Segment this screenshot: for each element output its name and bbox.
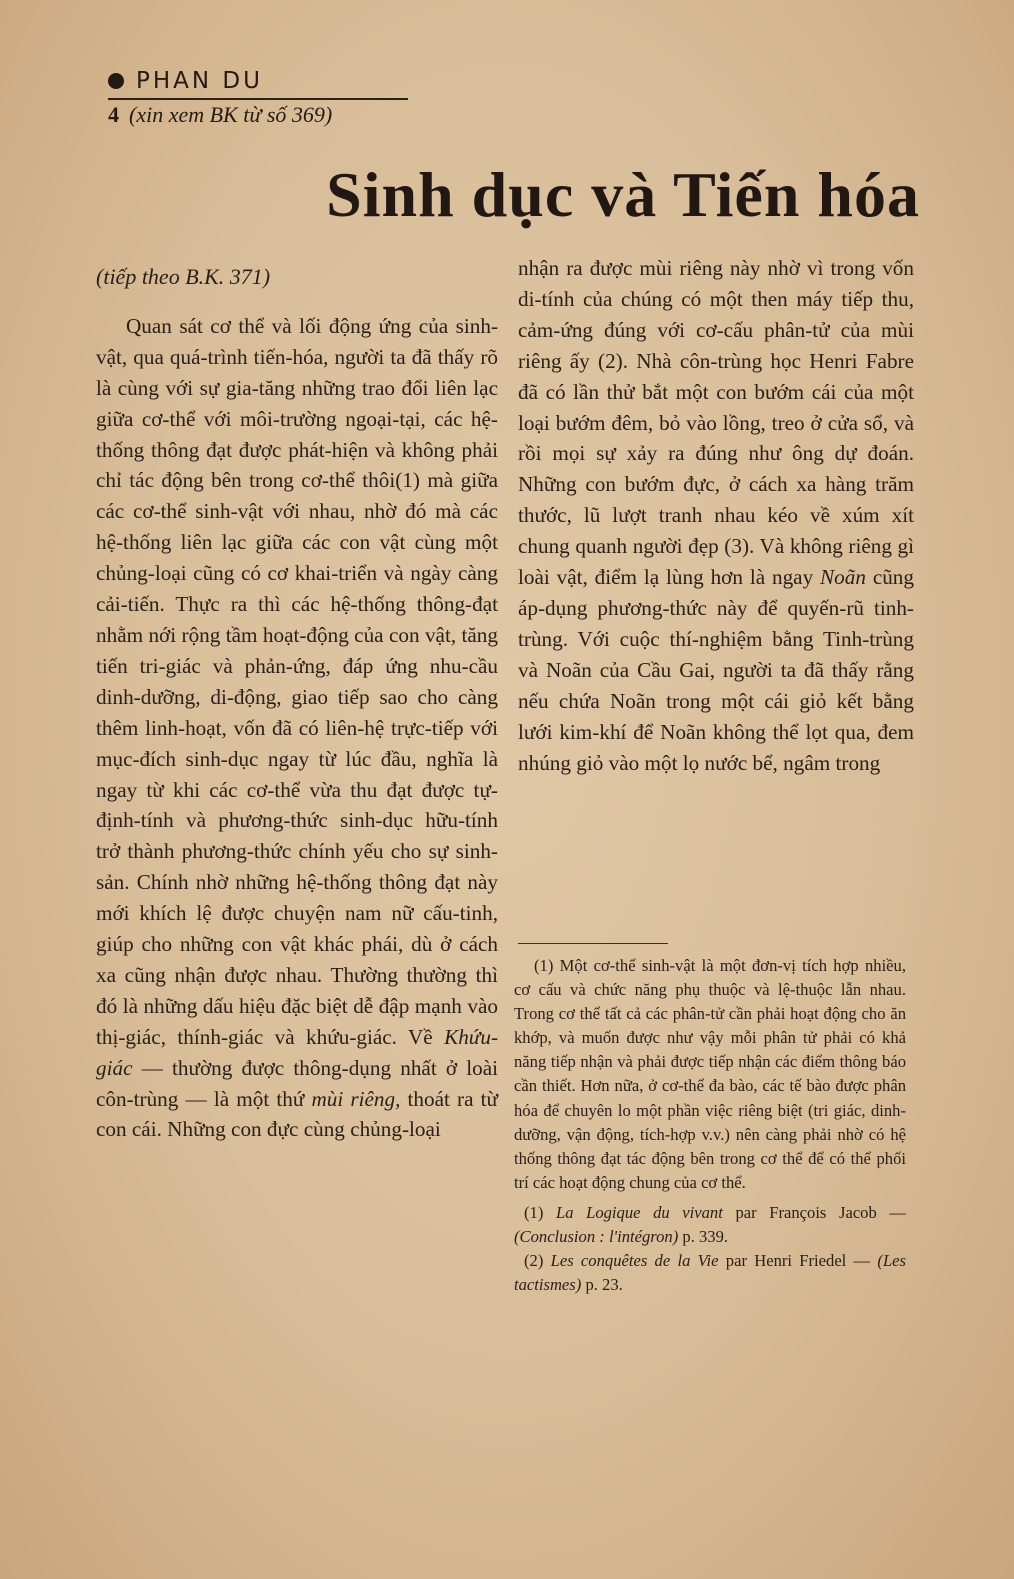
italic-term-noan: Noãn bbox=[820, 565, 866, 590]
reference-1-author: par François Jacob — bbox=[735, 1202, 906, 1222]
header-rule bbox=[108, 98, 408, 100]
series-number: 4 bbox=[108, 102, 119, 127]
body-text-right: nhận ra được mùi riêng này nhờ vì trong vốn di-tính của chúng có một then máy tiếp thu, cảm-ứng đúng với cơ-cấu phân-tử của mùi riêng ấy (2). Nhà côn-trùng học Henri Fabre đã có lần thử bắt một con bướm cái của một loại bướm đêm, bỏ vào lồng, treo ở cửa sổ, và rồi mọi sự xảy ra đúng như ông dự đoán. Những con bướm đực, ở cách xa hàng trăm thước, lũ lượt tranh nhau kéo về xúm xít chung quanh người đẹp (3). Và không riêng gì loài vật, điểm lạ lùng hơn là ngay bbox=[518, 256, 914, 590]
reference-1-chapter: (Conclusion : l'intégron) bbox=[514, 1227, 679, 1247]
author-byline bbox=[108, 68, 408, 94]
reference-2-number: (2) bbox=[524, 1251, 544, 1271]
reference-1 bbox=[514, 1201, 906, 1249]
italic-term-mui-rieng: mùi riêng, bbox=[311, 1086, 401, 1111]
reference-1-page: p. 339. bbox=[682, 1227, 729, 1247]
italic-term-khuu-giac: Khứu-giác bbox=[96, 1024, 498, 1080]
left-column bbox=[96, 262, 498, 1145]
body-text-left-end: thoát ra từ con cái. Những con đực cùng chủng-loại bbox=[96, 1086, 498, 1142]
bullet-icon bbox=[108, 73, 124, 89]
footnote-divider bbox=[518, 943, 668, 944]
right-column bbox=[518, 253, 914, 778]
footnotes bbox=[514, 954, 906, 1297]
body-text-right-end: cũng áp-dụng phương-thức này để quyến-rũ tinh-trùng. Với cuộc thí-nghiệm bằng Tinh-trùng và Noãn của Cầu Gai, người ta đã thấy rằng nếu chứa Noãn trong một cái giỏ kết bằng lưới kim-khí để Noãn không thể lọt qua, đem nhúng giỏ vào một lọ nước bể, ngâm trong bbox=[518, 565, 914, 775]
body-text-left: Quan sát cơ thể và lối động ứng của sinh-vật, qua quá-trình tiến-hóa, người ta đã thấy rõ là cùng với sự gia-tăng những trao đổi liên lạc giữa cơ-thể với môi-trường ngoại-tại, các hệ-thống thông đạt được phát-hiện và không phải chỉ tác động bên trong cơ-thể thôi(1) mà giữa các cơ-thể sinh-vật với nhau, nhờ đó mà các hệ-thống liên lạc giữa các con vật cùng một chủng-loại cũng có cơ khai-triển và ngày càng cải-tiến. Thực ra thì các hệ-thống thông-đạt nhằm nới rộng tầm hoạt-động của con vật, tăng tiến tri-giác và phản-ứng, đáp ứng nhu-cầu dinh-dưỡng, di-động, giao tiếp sao cho càng thêm linh-hoạt, vốn đã có liên-hệ trực-tiếp với mục-đích sinh-dục ngay từ lúc đầu, nghĩa là ngay từ khi các cơ-thể vừa thu đạt được tự-định-tính và phương-thức sinh-dục hữu-tính trở thành phương-thức chính yếu cho sự sinh-sản. Chính nhờ những hệ-thống thông đạt này mới khích lệ được chuyện nam nữ cấu-tinh, giúp cho những con vật khác phái, dù ở cách xa cũng nhận được nhau. Thường thường thì đó là những dấu hiệu đặc biệt dễ đập mạnh vào thị-giác, thính-giác và khứu-giác. Về bbox=[96, 313, 498, 1049]
body-text-left-mid: — thường được thông-dụng nhất ở loài côn-trùng — là một thứ bbox=[96, 1055, 499, 1111]
series-note bbox=[108, 102, 408, 128]
series-reference: (xin xem BK từ số 369) bbox=[129, 102, 333, 127]
references bbox=[514, 1201, 906, 1297]
reference-1-title: La Logique du vivant bbox=[555, 1202, 723, 1222]
reference-2-title: Les conquêtes de la Vie bbox=[550, 1251, 719, 1271]
reference-2 bbox=[514, 1249, 906, 1297]
author-name: PHAN DU bbox=[136, 68, 263, 94]
article-title: Sinh dục và Tiến hóa bbox=[326, 159, 920, 230]
continued-from: (tiếp theo B.K. 371) bbox=[96, 264, 271, 289]
reference-1-number: (1) bbox=[524, 1202, 544, 1222]
reference-2-author: par Henri Friedel — bbox=[725, 1251, 871, 1271]
body-paragraph bbox=[96, 311, 498, 1145]
article-header bbox=[108, 68, 408, 128]
reference-2-chapter: (Les tactismes) bbox=[514, 1251, 906, 1295]
footnote-1: (1) Một cơ-thể sinh-vật là một đơn-vị tích hợp nhiều, cơ cấu và chức năng phụ thuộc và lệ-thuộc lẫn nhau. Trong cơ thể tất cả các phân-tử cần phải hoạt động cho ăn khớp, và muốn được như vậy mỗi phân tử phải có khả năng tiếp nhận và phải được tiếp nhận các điểm thông báo cần thiết. Hơn nữa, ở cơ-thể đa bào, các tế bào được phân hóa để chuyên lo một phần việc riêng biệt (tri giác, dinh-dưỡng, vận động, tích-hợp v.v.) nên càng phải nhờ có hệ thống thông đạt tác động bên trong cơ thể để có thể phối trí các hoạt động chung của cơ thể. bbox=[514, 956, 906, 1192]
reference-2-page: p. 23. bbox=[585, 1275, 623, 1295]
body-paragraph-continued bbox=[518, 253, 914, 778]
